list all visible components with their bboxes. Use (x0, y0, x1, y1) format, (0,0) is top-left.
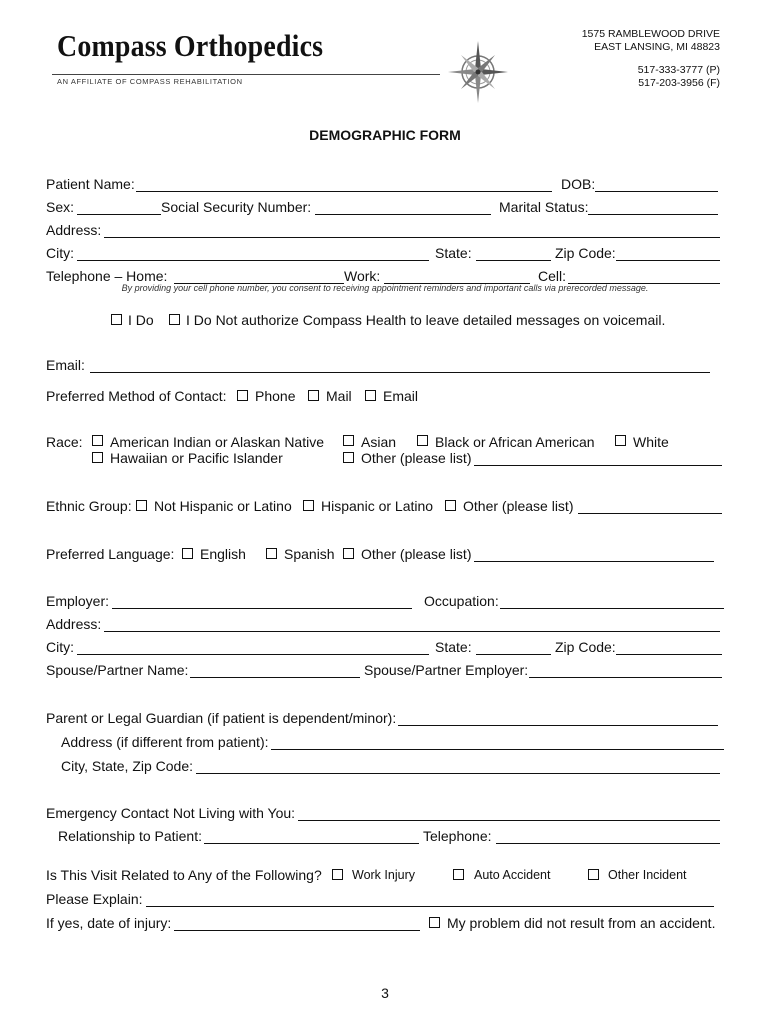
contact-phone-label: Phone (255, 388, 296, 404)
race-other-checkbox[interactable] (343, 452, 354, 463)
race-other-field[interactable] (474, 465, 722, 466)
guardian-field[interactable] (398, 725, 718, 726)
relationship-label: Relationship to Patient: (58, 828, 202, 844)
employer-label: Employer: (46, 593, 110, 609)
employer-city-field[interactable] (77, 654, 429, 655)
language-spanish-label: Spanish (284, 546, 335, 562)
marital-status-label: Marital Status: (499, 199, 589, 215)
preferred-contact-label: Preferred Method of Contact: (46, 388, 227, 404)
ethnic-hispanic-label: Hispanic or Latino (321, 498, 434, 514)
occupation-label: Occupation: (424, 593, 499, 609)
race-american-indian-checkbox[interactable] (92, 435, 103, 446)
sex-field[interactable] (77, 214, 161, 215)
employer-address-label: Address: (46, 616, 102, 632)
ethnic-other-field[interactable] (578, 513, 722, 514)
spouse-name-field[interactable] (190, 677, 360, 678)
injury-date-label: If yes, date of injury: (46, 915, 172, 931)
dob-field[interactable] (595, 191, 718, 192)
email-field[interactable] (90, 372, 710, 373)
employer-state-field[interactable] (476, 654, 551, 655)
employer-zip-field[interactable] (616, 654, 722, 655)
contact-phone-checkbox[interactable] (237, 390, 248, 401)
emergency-telephone-label: Telephone: (423, 828, 492, 844)
ethnic-group-label: Ethnic Group: (46, 498, 132, 514)
race-white-checkbox[interactable] (615, 435, 626, 446)
employer-state-label: State: (435, 639, 472, 655)
emergency-contact-field[interactable] (298, 820, 720, 821)
logo-divider (52, 74, 440, 75)
ethnic-not-hispanic-label: Not Hispanic or Latino (154, 498, 292, 514)
compass-rose-icon (447, 40, 509, 104)
employer-zip-label: Zip Code: (555, 639, 616, 655)
ssn-field[interactable] (315, 214, 491, 215)
address-field[interactable] (104, 237, 720, 238)
cell-consent-note: By providing your cell phone number, you consent to receiving appointment reminders and important calls via prerecorded message. (121, 283, 649, 293)
sex-label: Sex: (46, 199, 75, 215)
zip-code-label: Zip Code: (555, 245, 616, 261)
language-english-checkbox[interactable] (182, 548, 193, 559)
guardian-csz-field[interactable] (196, 773, 720, 774)
work-injury-label: Work Injury (352, 868, 415, 882)
voicemail-do-not-checkbox[interactable] (169, 314, 180, 325)
zip-code-field[interactable] (616, 260, 720, 261)
address-line-2: EAST LANSING, MI 48823 (594, 41, 720, 53)
logo-subtitle: AN AFFILIATE OF COMPASS REHABILITATION (57, 77, 243, 86)
language-english-label: English (200, 546, 246, 562)
patient-name-field[interactable] (136, 191, 552, 192)
preferred-language-label: Preferred Language: (46, 546, 175, 562)
please-explain-label: Please Explain: (46, 891, 143, 907)
page-number: 3 (381, 985, 389, 1001)
spouse-name-label: Spouse/Partner Name: (46, 662, 189, 678)
guardian-address-label: Address (if different from patient): (61, 734, 269, 750)
contact-email-checkbox[interactable] (365, 390, 376, 401)
city-field[interactable] (77, 260, 429, 261)
relationship-field[interactable] (204, 843, 419, 844)
race-white-label: White (633, 434, 669, 450)
please-explain-field[interactable] (146, 906, 714, 907)
ethnic-other-label: Other (please list) (463, 498, 574, 514)
emergency-telephone-field[interactable] (496, 843, 720, 844)
guardian-address-field[interactable] (271, 749, 724, 750)
visit-related-label: Is This Visit Related to Any of the Following? (46, 867, 322, 883)
phone-number: 517-333-3777 (P) (637, 64, 720, 76)
cell-phone-label: Cell: (538, 268, 567, 284)
guardian-label: Parent or Legal Guardian (if patient is dependent/minor): (46, 710, 397, 726)
race-asian-checkbox[interactable] (343, 435, 354, 446)
logo-title: Compass Orthopedics (57, 28, 324, 63)
spouse-employer-label: Spouse/Partner Employer: (364, 662, 529, 678)
patient-name-label: Patient Name: (46, 176, 135, 192)
injury-date-field[interactable] (174, 930, 420, 931)
race-hawaiian-label: Hawaiian or Pacific Islander (110, 450, 283, 466)
no-accident-label: My problem did not result from an accident. (447, 915, 716, 931)
guardian-csz-label: City, State, Zip Code: (61, 758, 194, 774)
emergency-contact-label: Emergency Contact Not Living with You: (46, 805, 296, 821)
ssn-label: Social Security Number: (161, 199, 312, 215)
race-american-indian-label: American Indian or Alaskan Native (110, 434, 324, 450)
address-label: Address: (46, 222, 102, 238)
auto-accident-checkbox[interactable] (453, 869, 464, 880)
spouse-employer-field[interactable] (529, 677, 722, 678)
language-other-label: Other (please list) (361, 546, 472, 562)
address-line-1: 1575 RAMBLEWOOD DRIVE (581, 28, 720, 40)
race-asian-label: Asian (361, 434, 397, 450)
contact-mail-label: Mail (326, 388, 352, 404)
city-label: City: (46, 245, 74, 261)
ethnic-other-checkbox[interactable] (445, 500, 456, 511)
work-phone-label: Work: (344, 268, 381, 284)
race-black-label: Black or African American (435, 434, 595, 450)
auto-accident-label: Auto Accident (474, 868, 551, 882)
language-spanish-checkbox[interactable] (266, 548, 277, 559)
voicemail-do-not-label: I Do Not authorize Compass Health to leave detailed messages on voicemail. (186, 312, 666, 328)
occupation-field[interactable] (500, 608, 724, 609)
no-accident-checkbox[interactable] (429, 917, 440, 928)
employer-city-label: City: (46, 639, 74, 655)
employer-address-field[interactable] (104, 631, 720, 632)
race-hawaiian-checkbox[interactable] (92, 452, 103, 463)
state-label: State: (435, 245, 472, 261)
voicemail-do-label: I Do (128, 312, 154, 328)
language-other-checkbox[interactable] (343, 548, 354, 559)
fax-number: 517-203-3956 (F) (638, 77, 720, 89)
ethnic-not-hispanic-checkbox[interactable] (136, 500, 147, 511)
form-title: DEMOGRAPHIC FORM (309, 127, 461, 143)
telephone-home-label: Telephone – Home: (46, 268, 168, 284)
contact-email-label: Email (383, 388, 419, 404)
race-label: Race: (46, 434, 83, 450)
state-field[interactable] (476, 260, 551, 261)
dob-label: DOB: (561, 176, 596, 192)
other-incident-label: Other Incident (608, 868, 687, 882)
ethnic-hispanic-checkbox[interactable] (303, 500, 314, 511)
marital-status-field[interactable] (588, 214, 718, 215)
employer-field[interactable] (112, 608, 412, 609)
other-incident-checkbox[interactable] (588, 869, 599, 880)
email-label: Email: (46, 357, 85, 373)
voicemail-do-checkbox[interactable] (111, 314, 122, 325)
language-other-field[interactable] (474, 561, 714, 562)
work-injury-checkbox[interactable] (332, 869, 343, 880)
race-other-label: Other (please list) (361, 450, 472, 466)
contact-mail-checkbox[interactable] (308, 390, 319, 401)
race-black-checkbox[interactable] (417, 435, 428, 446)
